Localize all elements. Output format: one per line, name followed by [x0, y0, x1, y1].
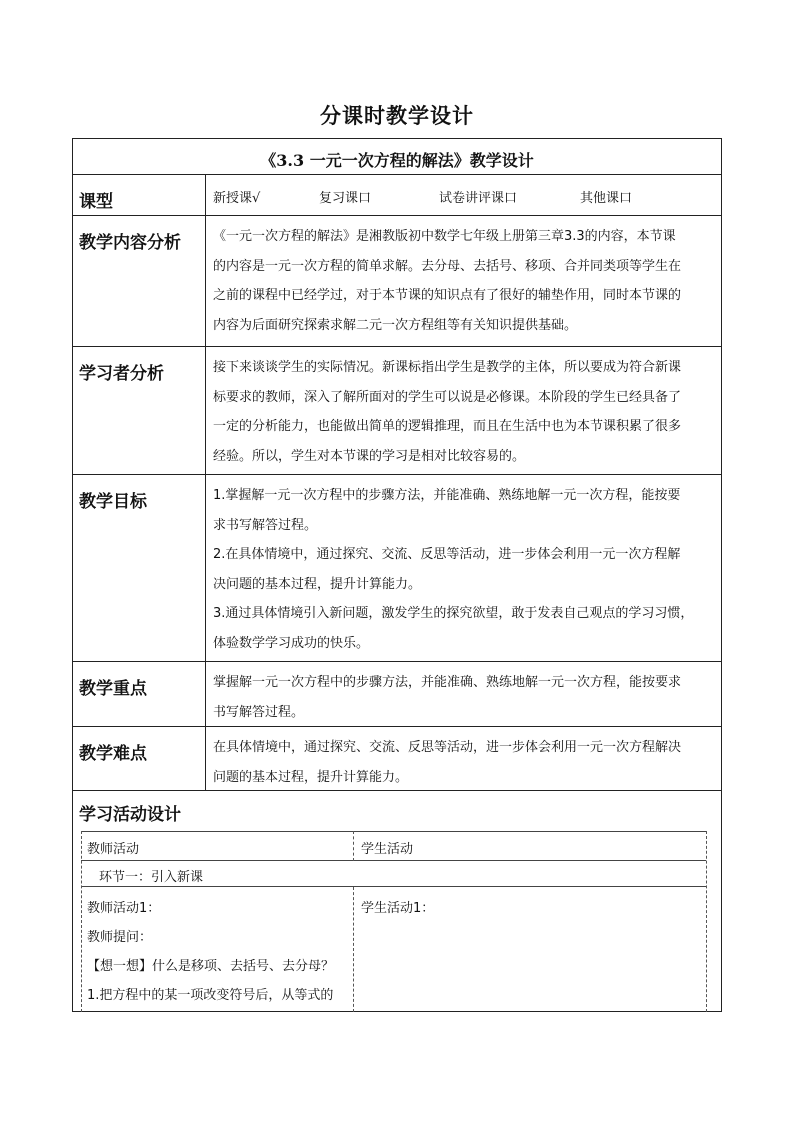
course-type-row [73, 175, 721, 216]
text-line: 接下来谈谈学生的实际情况。新课标指出学生是教学的主体，所以要成为符合新课 [213, 360, 682, 375]
dashed-divider [353, 887, 354, 1012]
text-line: 书写解答过程。 [213, 704, 305, 720]
content-analysis-row [73, 216, 721, 347]
teacher-line: 【想一想】什么是移项、去括号、去分母？ [87, 959, 335, 974]
student-line: 学生活动1： [361, 901, 435, 916]
teacher-activity-header: 教师活动 [87, 842, 140, 857]
dashed-divider [81, 831, 82, 1012]
option-exam-review-lesson: 试卷讲评课口 [439, 191, 518, 206]
difficulties-label: 教学难点 [79, 744, 147, 764]
activity-header-row [81, 831, 706, 861]
label-cell [73, 347, 206, 474]
activity-design-label: 学习活动设计 [79, 805, 181, 825]
lesson-plan-table [72, 138, 722, 1012]
text-line: 3.通过具体情境引入新问题，激发学生的探究欲望，敢于发表自己观点的学习习惯， [213, 606, 694, 621]
text-line: 内容为后面研究探索求解二元一次方程组等有关知识提供基础。 [213, 317, 578, 333]
text-line: 《一元一次方程的解法》是湘教版初中数学七年级上册第三章3.3的内容，本节课 [213, 229, 676, 244]
teacher-line: 教师活动1： [87, 901, 161, 916]
teacher-line: 1.把方程中的某一项改变符号后，从等式的 [87, 988, 334, 1003]
page-title: 分课时教学设计 [320, 103, 474, 128]
activity-design-row [73, 791, 721, 831]
text-line: 2.在具体情境中，通过探究、交流、反思等活动，进一步体会利用一元一次方程解 [213, 547, 681, 562]
doc-title-row [73, 139, 721, 175]
text-line: 经验。所以，学生对本节课的学习是相对比较容易的。 [213, 448, 526, 464]
text-line: 之前的课程中已经学过，对于本节课的知识点有了很好的辅垫作用，同时本节课的 [213, 288, 682, 303]
objectives-label: 教学目标 [79, 492, 147, 512]
text-line: 一定的分析能力，也能做出简单的逻辑推理，而且在生活中也为本节课积累了很多 [213, 419, 682, 434]
learner-analysis-text [213, 353, 716, 471]
option-review-lesson: 复习课口 [319, 191, 372, 206]
course-type-label: 课型 [79, 192, 113, 212]
label-cell [73, 727, 206, 790]
text-line: 体验数学学习成功的快乐。 [213, 635, 370, 651]
key-points-text [213, 668, 716, 727]
dashed-divider [706, 831, 707, 1012]
text-line: 问题的基本过程，提升计算能力。 [213, 769, 409, 785]
label-cell [73, 175, 206, 215]
text-line: 的内容是一元一次方程的简单求解。去分母、去括号、移项、合并同类项等学生在 [213, 258, 682, 274]
objectives-text [213, 481, 716, 658]
dashed-divider [353, 831, 354, 861]
learner-analysis-row [73, 347, 721, 475]
label-cell [73, 475, 206, 661]
segment-title: 环节一：引入新课 [99, 870, 204, 885]
difficulties-text [213, 733, 716, 792]
text-line: 掌握解一元一次方程中的步骤方法，并能准确、熟练地解一元一次方程，能按要求 [213, 675, 682, 690]
activity-table [81, 831, 706, 1012]
teacher-line: 教师提问： [87, 930, 153, 945]
label-cell [73, 662, 206, 726]
student-activity-header: 学生活动 [361, 842, 414, 857]
text-line: 求书写解答过程。 [213, 517, 318, 533]
option-other-lesson: 其他课口 [580, 191, 633, 206]
option-new-lesson: 新授课√ [213, 191, 261, 206]
content-analysis-text [213, 222, 716, 340]
key-points-row [73, 662, 721, 727]
objectives-row [73, 475, 721, 662]
learner-analysis-label: 学习者分析 [79, 364, 164, 384]
segment-row [81, 860, 706, 887]
text-line: 1.掌握解一元一次方程中的步骤方法，并能准确、熟练地解一元一次方程，能按要 [213, 488, 681, 503]
difficulties-row [73, 727, 721, 791]
text-line: 决问题的基本过程，提升计算能力。 [213, 576, 422, 592]
content-analysis-label: 教学内容分析 [79, 233, 181, 253]
label-cell [73, 216, 206, 346]
doc-title: 《3.3 一元一次方程的解法》教学设计 [260, 151, 534, 170]
text-line: 在具体情境中，通过探究、交流、反思等活动，进一步体会利用一元一次方程解决 [213, 740, 682, 755]
text-line: 标要求的教师，深入了解所面对的学生可以说是必修课。本阶段的学生已经具备了 [213, 389, 682, 405]
key-points-label: 教学重点 [79, 679, 147, 699]
